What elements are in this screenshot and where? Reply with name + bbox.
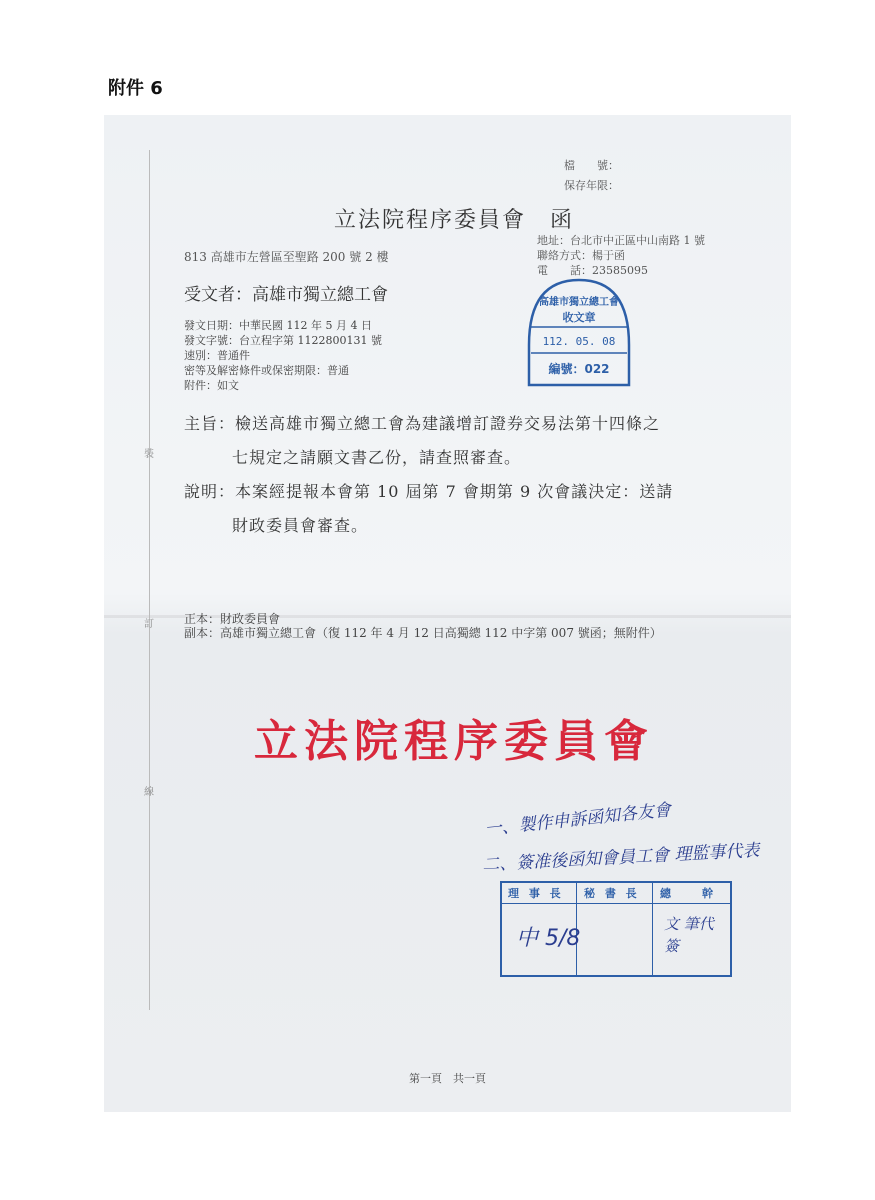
- subject-block: [184, 407, 673, 543]
- explanation-line-1: 說明：本案經提報本會第 10 屆第 7 會期第 9 次會議決定：送請: [184, 482, 674, 501]
- binding-char-1: 裝: [144, 449, 154, 460]
- subject-line-2: 七規定之請願文書乙份，請查照審查。: [232, 448, 522, 467]
- signature-general: 文 筆代簽: [664, 915, 714, 955]
- handwritten-line-1: 一、製作申訴函知各友會: [483, 800, 672, 840]
- page-footer: 第一頁 共一頁: [409, 1072, 486, 1085]
- stamp-label: 收文章: [562, 311, 596, 324]
- subject-line-1: 主旨：檢送高雄市獨立總工會為建議增訂證券交易法第十四條之: [184, 414, 661, 433]
- file-number-label: 檔 號：: [564, 159, 619, 172]
- stamp-number: 編號：022: [548, 362, 610, 376]
- signature-chairman: 中 5/8: [516, 926, 581, 951]
- distribution-copy: 副本：高雄市獨立總工會（復 112 年 4 月 12 日高獨總 112 中字第 007 號函；無附件）: [184, 626, 662, 640]
- document-title: 立法院程序委員會 函: [334, 208, 575, 233]
- document-photo: [104, 115, 791, 1112]
- approval-header-general: 總 幹: [660, 887, 716, 900]
- recipient: 受文者：高雄市獨立總工會: [184, 285, 388, 305]
- sender-address: 地址：台北市中正區中山南路 1 號: [537, 234, 705, 247]
- retention-label: 保存年限：: [564, 179, 619, 192]
- approval-table: [500, 881, 732, 977]
- sender-contact: 聯絡方式：楊于函: [537, 249, 625, 262]
- speed: 速別：普通件: [184, 349, 250, 362]
- handwritten-line-2: 二、簽准後函知會員工會 理監事代表: [481, 840, 760, 876]
- stamp-date: 112. 05. 08: [542, 335, 616, 348]
- stamp-org: 高雄市獨立總工會: [539, 297, 619, 308]
- attachments: 附件：如文: [184, 379, 239, 392]
- binding-line: [149, 150, 150, 1010]
- red-seal-title: 立法院程序委員會: [254, 716, 654, 767]
- sender-phone: 電 話：23585095: [537, 264, 648, 277]
- doc-number: 發文字號：台立程字第 1122800131 號: [184, 334, 382, 347]
- issue-date: 發文日期：中華民國 112 年 5 月 4 日: [184, 319, 372, 332]
- distribution-main: 正本：財政委員會: [184, 612, 281, 626]
- attachment-label: 附件 6: [108, 78, 163, 99]
- receipt-stamp: [519, 275, 639, 395]
- secrecy: 密等及解密條件或保密期限：普通: [184, 364, 349, 377]
- approval-header-chairman: 理 事 長: [508, 887, 564, 900]
- recipient-address: 813 高雄市左營區至聖路 200 號 2 樓: [184, 250, 389, 264]
- explanation-line-2: 財政委員會審查。: [232, 516, 369, 535]
- binding-char-3: 線: [144, 787, 154, 798]
- doc-meta: [184, 318, 382, 393]
- binding-char-2: 訂: [144, 619, 154, 630]
- approval-header-secretary: 秘 書 長: [584, 887, 640, 900]
